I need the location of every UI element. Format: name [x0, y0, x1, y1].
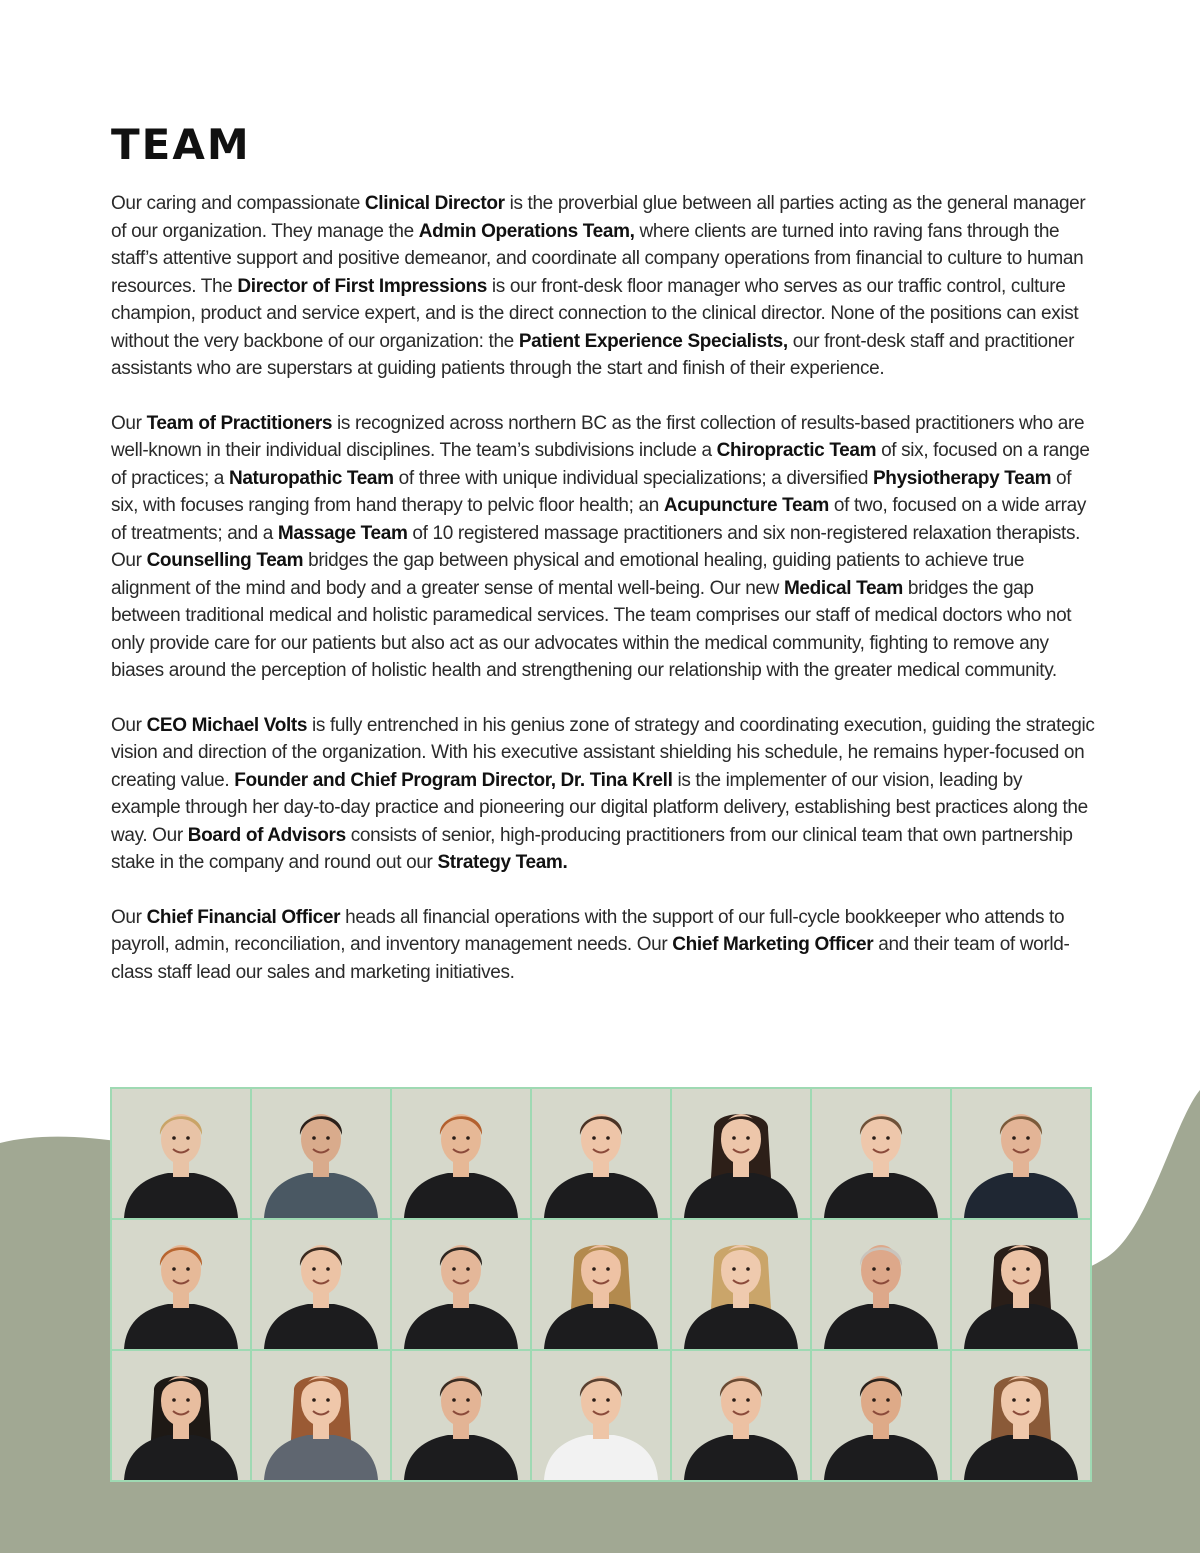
bold-term: Admin Operations Team,	[418, 220, 635, 242]
text-run: our front-desk staff and practitioner assistants who are superstars at guiding patients through the start and finish of their experience.	[111, 330, 1075, 379]
text-run: bridges the gap between traditional medical and holistic paramedical services. The team comprises our staff of medical doctors who not only provide care for our patients but also act as our advocates within the medical community, fighting to remove any biases around the perception of holistic health and strengthening our relationship with the greater medical community.	[111, 577, 1072, 681]
paragraph-4	[111, 904, 1096, 987]
bold-term: Counselling Team	[146, 550, 304, 571]
bold-term: Patient Experience Specialists,	[518, 330, 788, 352]
text-run: where clients are turned into raving fans through the staff’s attentive support and positive demeanor, and coordinate all company operations from financial to culture to human resources. The	[111, 220, 1084, 297]
team-member-photo	[812, 1220, 950, 1349]
team-member-photo	[392, 1089, 530, 1218]
paragraph-2	[111, 410, 1096, 685]
text-run: is the proverbial glue between all parties acting as the general manager of our organization. They manage the	[111, 193, 1086, 242]
bold-term: Clinical Director	[364, 193, 505, 214]
text-run: of 10 registered massage practitioners and six non-registered relaxation therapists. Our	[111, 522, 1081, 571]
bold-term: Board of Advisors	[187, 824, 346, 846]
team-member-photo	[532, 1220, 670, 1349]
body-text	[111, 190, 1096, 1013]
bold-term: Chiropractic Team	[716, 440, 877, 461]
paragraph-1	[111, 190, 1096, 383]
team-member-photo	[112, 1351, 250, 1480]
text-run: of six, with focuses ranging from hand therapy to pelvic floor health; an	[111, 467, 1072, 516]
team-member-photo	[252, 1220, 390, 1349]
text-run: of three with unique individual specializations; a diversified	[393, 467, 873, 489]
bold-term: Naturopathic Team	[228, 467, 394, 489]
bold-term: Physiotherapy Team	[872, 467, 1052, 489]
team-member-photo	[112, 1089, 250, 1218]
text-run: of two, focused on a wide array of treatments; and a	[111, 495, 1086, 544]
team-member-photo	[952, 1220, 1090, 1349]
text-run: is the implementer of our vision, leading by example through her day-to-day practice and pioneering our digital platform delivery, establishing best practices along the way. Our	[111, 769, 1088, 846]
text-run: bridges the gap between physical and emotional healing, guiding patients to achieve true alignment of the mind and body and a greater sense of mental well-being. Our new	[111, 550, 1025, 599]
team-photo-grid	[110, 1087, 1092, 1482]
team-member-photo	[392, 1220, 530, 1349]
bold-term: Director of First Impressions	[237, 275, 487, 297]
bold-term: Founder and Chief Program Director, Dr. Tina Krell	[234, 769, 673, 791]
bold-term: Acupuncture Team	[663, 495, 829, 516]
bold-term: Chief Financial Officer	[146, 906, 341, 928]
team-member-photo	[252, 1089, 390, 1218]
text-run: Our	[111, 906, 147, 928]
text-run: consists of senior, high-producing practitioners from our clinical team that own partnership stake in the company and round out our	[111, 824, 1073, 873]
team-member-photo	[112, 1220, 250, 1349]
team-member-photo	[672, 1220, 810, 1349]
team-member-photo	[812, 1089, 950, 1218]
team-member-photo	[672, 1351, 810, 1480]
text-run: is fully entrenched in his genius zone of strategy and coordinating execution, guiding the strategic vision and direction of the organization. With his executive assistant shielding his schedule, he remains hyper-focused on creating value.	[111, 714, 1095, 791]
bold-term: Medical Team	[783, 577, 903, 599]
team-member-photo	[532, 1089, 670, 1218]
team-member-photo	[952, 1089, 1090, 1218]
text-run: Our caring and compassionate	[111, 193, 365, 214]
paragraph-3	[111, 712, 1096, 877]
team-member-photo	[952, 1351, 1090, 1480]
team-member-photo	[532, 1351, 670, 1480]
text-run: is recognized across northern BC as the first collection of results-based practitioners who are well-known in their individual disciplines. The team’s subdivisions include a	[111, 412, 1085, 461]
text-run: of six, focused on a range of practices; a	[111, 440, 1090, 489]
text-run: heads all financial operations with the support of our full-cycle bookkeeper who attends to payroll, admin, reconciliation, and inventory management needs. Our	[111, 906, 1065, 955]
text-run: and their team of world-class staff lead our sales and marketing initiatives.	[111, 934, 1070, 983]
team-member-photo	[252, 1351, 390, 1480]
text-run: is our front-desk floor manager who serves as our traffic control, culture champion, product and service expert, and is the direct connection to the clinical director. None of the positions can exist without the very backbone of our organization: the	[111, 275, 1079, 352]
bold-term: CEO Michael Volts	[146, 714, 308, 736]
team-member-photo	[672, 1089, 810, 1218]
team-member-photo	[392, 1351, 530, 1480]
text-run: Our	[111, 412, 147, 434]
bold-term: Team of Practitioners	[146, 412, 333, 434]
team-member-photo	[812, 1351, 950, 1480]
bold-term: Strategy Team.	[437, 852, 568, 873]
bold-term: Chief Marketing Officer	[672, 934, 874, 955]
text-run: Our	[111, 714, 147, 736]
page-title: TEAM	[111, 120, 251, 169]
bold-term: Massage Team	[277, 522, 408, 544]
